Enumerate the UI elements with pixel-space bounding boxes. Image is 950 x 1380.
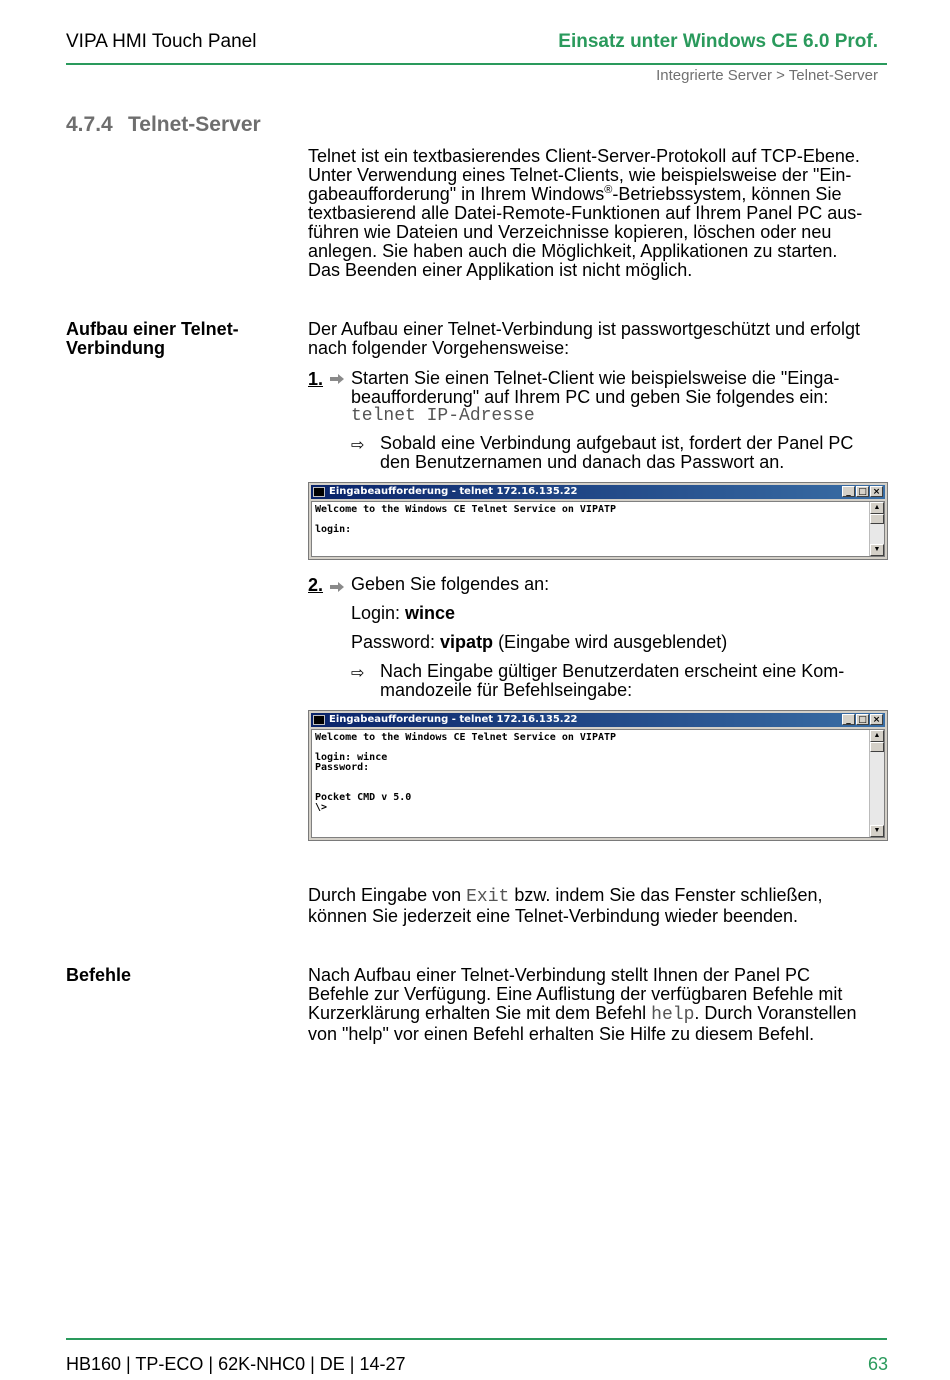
lead-line: nach folgender Vorgehensweise: [308,338,570,358]
password-label: Password: [351,632,441,652]
window-titlebar[interactable] [311,485,885,499]
intro-line: Unter Verwendung eines Telnet-Clients, wie beispielsweise der "Ein- [308,165,852,185]
result-line: den Benutzernamen und danach das Passwort an. [380,452,785,472]
intro-line: anlegen. Sie haben auch die Möglichkeit, Applikationen zu starten. [308,241,838,261]
befehle-line: Nach Aufbau einer Telnet-Verbindung stellt Ihnen der Panel PC [308,965,811,985]
step-2-number: 2. [308,575,324,595]
lead-line: Der Aufbau einer Telnet-Verbindung ist passwortgeschützt und erfolgt [308,319,861,339]
login-label: Login: [351,603,406,623]
window-controls [842,714,883,725]
breadcrumb: Integrierte Server > Telnet-Server [656,67,878,84]
minimize-button[interactable]: _ [842,714,855,725]
intro-line: textbasierend alle Datei-Remote-Funktionen auf Ihrem Panel PC aus- [308,203,863,223]
step-line: beaufforderung" auf Ihrem PC und geben Sie folgendes ein: [351,387,829,407]
password-line [351,633,881,652]
help-command: help [651,1005,695,1025]
step-arrow-icon [330,374,344,384]
scroll-up-icon[interactable]: ▲ [870,730,884,742]
window-controls [842,486,883,497]
telnet-window-cmd[interactable] [308,710,888,841]
result-arrow-icon: ⇨ [351,437,365,454]
console-app-icon [313,487,325,497]
intro-line: Das Beenden einer Applikation ist nicht möglich. [308,260,693,280]
befehle-text: Kurzerklärung erhalten Sie mit dem Befehl [308,1003,652,1023]
intro-line [308,185,888,204]
intro-line: führen wie Dateien und Verzeichnisse kopieren, löschen oder neu [308,222,832,242]
terminal-area[interactable] [311,501,885,557]
befehle-paragraph [308,966,888,1044]
maximize-button[interactable]: □ [856,486,869,497]
footer-doc-id: HB160 | TP-ECO | 62K-NHC0 | DE | 14-27 [66,1354,406,1374]
exit-line [308,886,888,907]
section-number: 4.7.4 [66,113,113,136]
section-name: Telnet-Server [128,113,261,136]
intro-text: gabeaufforderung" in Ihrem Windows [308,184,605,204]
scrollbar[interactable] [869,730,884,837]
login-line [351,604,881,623]
step-2-text: Geben Sie folgendes an: [351,574,550,594]
section-title [66,113,261,137]
step-1-result [380,434,880,472]
befehle-line [308,1004,888,1025]
scrollbar[interactable] [869,502,884,556]
header-product: VIPA HMI Touch Panel [66,31,257,52]
exit-paragraph [308,886,888,926]
header-rule [66,63,887,65]
exit-line: können Sie jederzeit eine Telnet-Verbindung wieder beenden. [308,906,799,926]
exit-text: bzw. indem Sie das Fenster schließen, [509,885,823,905]
terminal-line: Password: [315,762,370,773]
scroll-down-icon[interactable]: ▼ [870,544,884,556]
result-arrow-icon: ⇨ [351,665,365,682]
exit-command: Exit [466,887,510,907]
registered-mark: ® [604,184,613,196]
password-value: vipatp [440,632,494,652]
maximize-button[interactable]: □ [856,714,869,725]
terminal-line: Welcome to the Windows CE Telnet Service on VIPATP [315,504,617,515]
terminal-output [312,502,884,538]
window-titlebar[interactable] [311,713,885,727]
login-value: wince [405,603,456,623]
result-line: Sobald eine Verbindung aufgebaut ist, fordert der Panel PC [380,433,854,453]
header-chapter: Einsatz unter Windows CE 6.0 Prof. [558,31,878,52]
exit-text: Durch Eingabe von [308,885,467,905]
side-heading-befehle: Befehle [66,965,132,985]
telnet-command: telnet IP-Adresse [351,406,535,426]
terminal-line: \> [315,802,328,813]
terminal-line [315,743,881,753]
terminal-line [315,515,881,525]
page-number: 63 [867,1354,888,1374]
scroll-up-icon[interactable]: ▲ [870,502,884,514]
step-1-number: 1. [308,369,324,389]
terminal-line: login: [315,524,352,535]
scroll-down-icon[interactable]: ▼ [870,825,884,837]
close-button[interactable]: × [870,486,883,497]
intro-text: -Betriebssystem, können Sie [612,184,842,204]
footer-rule [66,1338,887,1340]
step-1-text [351,369,881,426]
minimize-button[interactable]: _ [842,486,855,497]
window-title: Eingabeaufforderung - telnet 172.16.135.22 [329,486,578,497]
telnet-window-login[interactable] [308,482,888,560]
befehle-text: . Durch Voranstellen [694,1003,857,1023]
terminal-output [312,730,884,816]
befehle-line: Befehle zur Verfügung. Eine Auflistung der verfügbaren Befehle mit [308,984,843,1004]
terminal-line: Welcome to the Windows CE Telnet Service on VIPATP [315,732,617,743]
window-title: Eingabeaufforderung - telnet 172.16.135.22 [329,714,578,725]
console-app-icon [313,715,325,725]
close-button[interactable]: × [870,714,883,725]
side-heading-line: Aufbau einer Telnet- [66,319,239,339]
step-2-result [380,662,880,700]
result-line: mandozeile für Befehlseingabe: [380,680,633,700]
step-arrow-icon [330,582,344,592]
scroll-thumb[interactable] [870,514,884,524]
terminal-line: Pocket CMD v 5.0 [315,792,412,803]
result-line: Nach Eingabe gültiger Benutzerdaten erscheint eine Kom- [380,661,845,681]
step-line: Starten Sie einen Telnet-Client wie beispielsweise die "Einga- [351,368,840,388]
terminal-line [315,773,881,783]
password-note: (Eingabe wird ausgeblendet) [493,632,728,652]
aufbau-lead [308,320,888,358]
side-heading-aufbau [66,320,286,358]
side-heading-line: Verbindung [66,338,165,358]
intro-line: Telnet ist ein textbasierendes Client-Server-Protokoll auf TCP-Ebene. [308,146,860,166]
scroll-thumb[interactable] [870,742,884,752]
terminal-area[interactable] [311,729,885,838]
befehle-line: von "help" vor einen Befehl erhalten Sie Hilfe zu diesem Befehl. [308,1024,815,1044]
intro-paragraph [308,147,888,280]
terminal-line: login: wince [315,752,388,763]
